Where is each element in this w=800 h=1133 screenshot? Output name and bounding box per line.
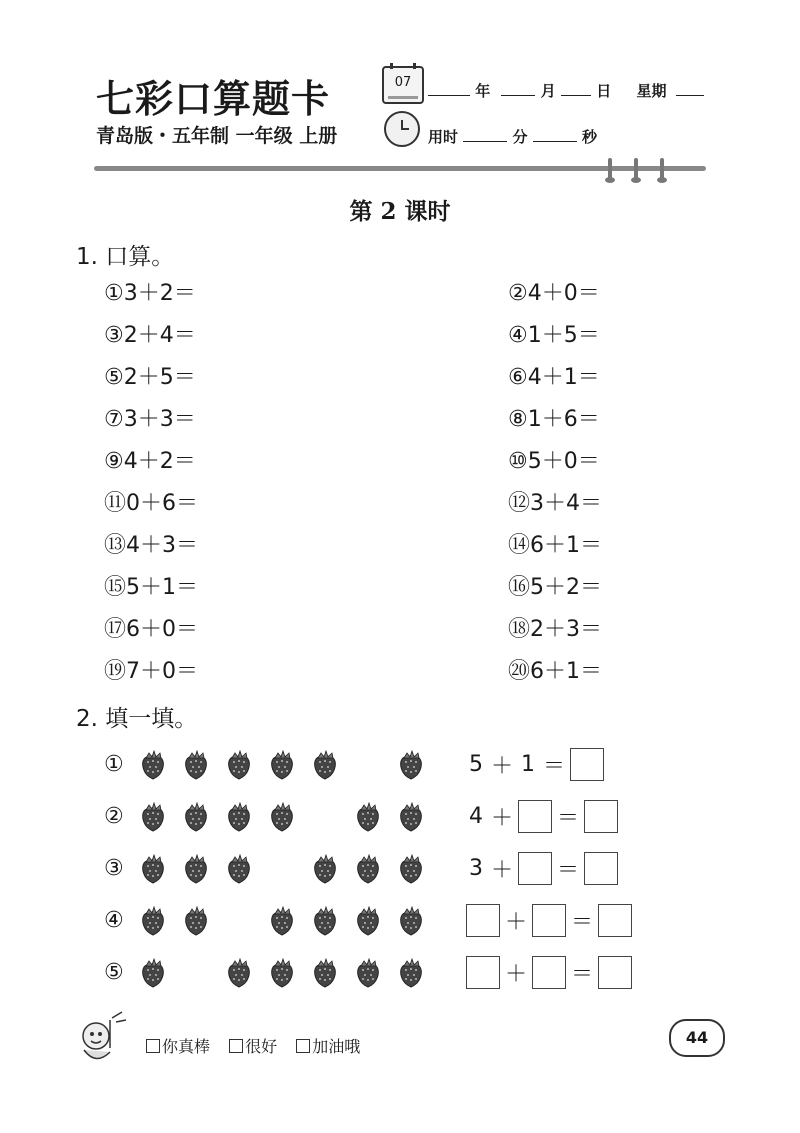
mascot-icon bbox=[72, 1010, 132, 1070]
arithmetic-problem: ⑩5＋0＝ bbox=[508, 449, 600, 474]
arithmetic-problem: ⑪0＋6＝ bbox=[104, 491, 198, 516]
fill-equation bbox=[466, 800, 618, 833]
answer-box[interactable] bbox=[518, 800, 552, 833]
arithmetic-problem: ⑬4＋3＝ bbox=[104, 533, 198, 558]
edition-subtitle: 青岛版・五年制 一年级 上册 bbox=[96, 125, 338, 147]
arithmetic-problem: ⑲7＋0＝ bbox=[104, 659, 198, 684]
year-blank[interactable] bbox=[428, 95, 470, 96]
arithmetic-problem: ⑭6＋1＝ bbox=[508, 533, 602, 558]
strawberry-icon bbox=[226, 958, 252, 988]
equation-token: ＝ bbox=[571, 910, 594, 935]
equation-token: 3 bbox=[469, 856, 483, 881]
arithmetic-problem: ②4＋0＝ bbox=[508, 281, 600, 306]
arithmetic-problem: ①3＋2＝ bbox=[104, 281, 196, 306]
section-2-title: 2. 填一填。 bbox=[76, 706, 198, 732]
strawberry-icon bbox=[398, 958, 424, 988]
row-number: ① bbox=[104, 752, 124, 777]
strawberry-icon bbox=[183, 802, 209, 832]
arithmetic-problem: ⑫3＋4＝ bbox=[508, 491, 602, 516]
seconds-blank[interactable] bbox=[533, 141, 577, 142]
arithmetic-problem: ⑧1＋6＝ bbox=[508, 407, 600, 432]
header-divider bbox=[94, 166, 706, 171]
strawberry-icon bbox=[183, 750, 209, 780]
strawberry-icon bbox=[355, 958, 381, 988]
strawberry-icon bbox=[226, 802, 252, 832]
strawberry-icon bbox=[140, 802, 166, 832]
strawberry-icon bbox=[226, 854, 252, 884]
rating-label: 很好 bbox=[245, 1037, 278, 1056]
date-line bbox=[428, 80, 704, 101]
rating-option[interactable] bbox=[146, 1037, 210, 1056]
strawberry-icon bbox=[355, 854, 381, 884]
strawberry-icon bbox=[355, 906, 381, 936]
equation-token: 4 bbox=[469, 804, 483, 829]
month-blank[interactable] bbox=[501, 95, 535, 96]
checkbox-icon[interactable] bbox=[296, 1039, 310, 1053]
answer-box[interactable] bbox=[466, 904, 500, 937]
equation-token: ＝ bbox=[543, 754, 566, 779]
seconds-label: 秒 bbox=[581, 128, 597, 146]
equation-token: ＋ bbox=[491, 806, 514, 831]
equation-token: ＋ bbox=[491, 754, 514, 779]
year-label: 年 bbox=[475, 82, 491, 100]
arithmetic-problem: ⑱2＋3＝ bbox=[508, 617, 602, 642]
checkbox-icon[interactable] bbox=[146, 1039, 160, 1053]
equation-token: ＋ bbox=[491, 858, 514, 883]
equation-token: ＝ bbox=[571, 962, 594, 987]
clock-icon bbox=[384, 111, 420, 147]
rating-label: 加油哦 bbox=[312, 1037, 361, 1056]
arithmetic-problem: ④1＋5＝ bbox=[508, 323, 600, 348]
arithmetic-problem: ⑥4＋1＝ bbox=[508, 365, 600, 390]
arithmetic-problem: ⑯5＋2＝ bbox=[508, 575, 602, 600]
calendar-icon bbox=[382, 66, 424, 104]
section-1-title: 1. 口算。 bbox=[76, 244, 175, 270]
equation-token: 5 bbox=[469, 752, 483, 777]
fill-equation bbox=[466, 852, 618, 885]
strawberry-icon bbox=[398, 802, 424, 832]
arithmetic-problem: ③2＋4＝ bbox=[104, 323, 196, 348]
answer-box[interactable] bbox=[466, 956, 500, 989]
checkbox-icon[interactable] bbox=[229, 1039, 243, 1053]
arithmetic-problem: ⑤2＋5＝ bbox=[104, 365, 196, 390]
strawberry-icon bbox=[312, 854, 338, 884]
pin-icon bbox=[660, 158, 664, 180]
equation-token: ＝ bbox=[557, 806, 580, 831]
strawberry-icon bbox=[269, 958, 295, 988]
strawberry-icon bbox=[312, 906, 338, 936]
strawberry-icon bbox=[355, 802, 381, 832]
strawberry-icon bbox=[398, 854, 424, 884]
strawberry-icon bbox=[183, 906, 209, 936]
time-line bbox=[428, 126, 597, 147]
equation-token: ＝ bbox=[557, 858, 580, 883]
strawberry-icon bbox=[226, 750, 252, 780]
strawberry-icon bbox=[140, 854, 166, 884]
row-number: ⑤ bbox=[104, 960, 124, 985]
strawberry-icon bbox=[398, 750, 424, 780]
day-blank[interactable] bbox=[561, 95, 591, 96]
answer-box[interactable] bbox=[532, 904, 566, 937]
rating-label: 你真棒 bbox=[162, 1037, 211, 1056]
strawberry-icon bbox=[269, 750, 295, 780]
row-number: ② bbox=[104, 804, 124, 829]
arithmetic-problem: ⑨4＋2＝ bbox=[104, 449, 196, 474]
equation-token: 1 bbox=[521, 752, 536, 777]
pin-icon bbox=[634, 158, 638, 180]
fill-equation bbox=[466, 748, 604, 781]
answer-box[interactable] bbox=[532, 956, 566, 989]
page-number: 44 bbox=[669, 1019, 725, 1057]
strawberry-icon bbox=[140, 958, 166, 988]
arithmetic-problem: ⑳6＋1＝ bbox=[508, 659, 602, 684]
day-label: 日 bbox=[596, 82, 612, 100]
equation-token: ＋ bbox=[505, 962, 528, 987]
rating-option[interactable] bbox=[229, 1037, 277, 1056]
weekday-label: 星期 bbox=[636, 82, 667, 100]
row-number: ④ bbox=[104, 908, 124, 933]
fill-equation bbox=[466, 956, 632, 989]
answer-box[interactable] bbox=[584, 800, 618, 833]
brand-title: 七彩口算题卡 bbox=[96, 76, 331, 121]
arithmetic-problem: ⑮5＋1＝ bbox=[104, 575, 198, 600]
row-number: ③ bbox=[104, 856, 124, 881]
weekday-blank[interactable] bbox=[676, 95, 704, 96]
answer-box[interactable] bbox=[518, 852, 552, 885]
strawberry-icon bbox=[269, 906, 295, 936]
equation-token: ＋ bbox=[505, 910, 528, 935]
pin-icon bbox=[608, 158, 612, 180]
strawberry-icon bbox=[140, 750, 166, 780]
self-rating bbox=[146, 1034, 360, 1057]
answer-box[interactable] bbox=[598, 904, 632, 937]
fill-equation bbox=[466, 904, 632, 937]
lesson-title: 第 2 课时 bbox=[349, 198, 451, 225]
strawberry-icon bbox=[140, 906, 166, 936]
answer-box[interactable] bbox=[598, 956, 632, 989]
strawberry-icon bbox=[398, 906, 424, 936]
strawberry-icon bbox=[312, 958, 338, 988]
arithmetic-problem: ⑦3＋3＝ bbox=[104, 407, 196, 432]
strawberry-icon bbox=[269, 802, 295, 832]
time-label: 用时 bbox=[428, 128, 459, 146]
rating-option[interactable] bbox=[296, 1037, 360, 1056]
arithmetic-problem: ⑰6＋0＝ bbox=[104, 617, 198, 642]
calendar-day: 07 bbox=[394, 75, 412, 90]
answer-box[interactable] bbox=[570, 748, 604, 781]
answer-box[interactable] bbox=[584, 852, 618, 885]
month-label: 月 bbox=[540, 82, 556, 100]
strawberry-icon bbox=[183, 854, 209, 884]
strawberry-icon bbox=[312, 750, 338, 780]
minutes-label: 分 bbox=[512, 128, 528, 146]
minutes-blank[interactable] bbox=[463, 141, 507, 142]
